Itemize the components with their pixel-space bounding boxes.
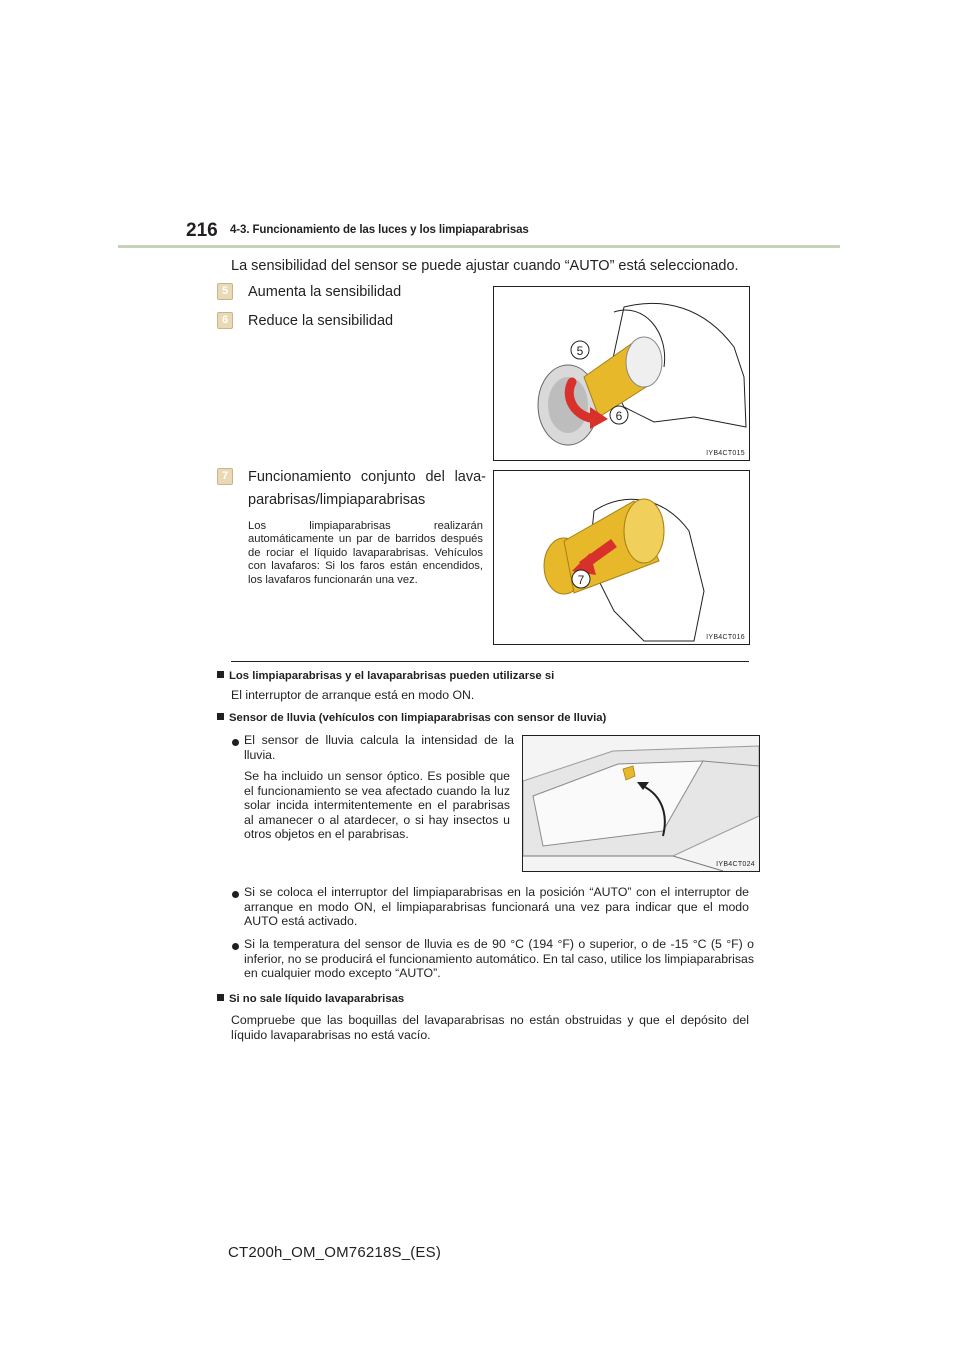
bullet-text: El sensor de lluvia calcula la intensidad de la lluvia. xyxy=(244,733,514,762)
bullet-text: Si la temperatura del sensor de lluvia es de 90 °C (194 °F) o superior, o de -15 °C (5 °F) o inferior, no se producirá el funcionamiento automático. En tal caso, utilice los limpiaparabrisas en cualquier modo excepto “AUTO”. xyxy=(244,937,754,981)
figure-sensitivity-knob xyxy=(493,286,750,461)
item-number-badge: 7 xyxy=(217,468,233,485)
bullet-icon xyxy=(232,891,239,898)
figure-code: IYB4CT024 xyxy=(716,861,755,868)
item-description: Los limpiaparabrisas realizarán automáticamente un par de barridos después de rociar el líquido lavaparabrisas. Vehículos con lavafaros: Si los faros están encendidos, los lavafaros funcionarán una vez. xyxy=(248,520,483,586)
header-divider xyxy=(118,245,840,248)
note-body: Compruebe que las boquillas del lavaparabrisas no están obstruidas y que el depósito del líquido lavaparabrisas no está vacío. xyxy=(231,1013,749,1042)
square-bullet-icon xyxy=(217,671,224,678)
section-title: 4-3. Funcionamiento de las luces y los limpiaparabrisas xyxy=(230,224,529,236)
callout-6: 6 xyxy=(615,409,623,423)
bullet-icon xyxy=(232,739,239,746)
item-label: Reduce la sensibilidad xyxy=(248,313,394,329)
note-body: El interruptor de arranque está en modo ON. xyxy=(231,688,475,702)
section-divider xyxy=(231,661,749,662)
note-heading: Sensor de lluvia (vehículos con limpiaparabrisas con sensor de lluvia) xyxy=(217,712,606,724)
item-number-badge: 6 xyxy=(217,312,233,329)
hand-pulling-knob-illustration xyxy=(494,471,749,644)
figure-rain-sensor xyxy=(522,735,760,872)
square-bullet-icon xyxy=(217,994,224,1001)
note-heading: Los limpiaparabrisas y el lavaparabrisas pueden utilizarse si xyxy=(217,670,554,682)
page-number: 216 xyxy=(186,220,218,241)
document-code-footer: CT200h_OM_OM76218S_(ES) xyxy=(228,1244,442,1261)
item-number-badge: 5 xyxy=(217,283,233,300)
item-label: Aumenta la sensibilidad xyxy=(248,284,402,300)
figure-code: IYB4CT016 xyxy=(706,634,745,641)
square-bullet-icon xyxy=(217,713,224,720)
windshield-sensor-illustration xyxy=(523,736,759,871)
figure-code: IYB4CT015 xyxy=(706,450,745,457)
item-label: Funcionamiento conjunto del lava-parabrisas/limpiaparabrisas xyxy=(248,469,486,508)
bullet-text: Si se coloca el interruptor del limpiaparabrisas en la posición “AUTO” con el interruptor de arranque en modo ON, el limpiaparabrisas funcionará una vez para indicar que el modo AUTO está activado. xyxy=(244,885,749,929)
bullet-extra-text: Se ha incluido un sensor óptico. Es posible que el funcionamiento se vea afectado cuando la luz solar incida intermitentemente en el parabrisas al amanecer o al atardecer, o si hay insectos u otros objetos en el parabrisas. xyxy=(244,769,510,842)
intro-text: La sensibilidad del sensor se puede ajustar cuando “AUTO” está seleccionado. xyxy=(231,258,739,274)
callout-5: 5 xyxy=(576,344,584,358)
figure-washer-knob xyxy=(493,470,750,645)
hand-rotating-knob-illustration xyxy=(494,287,749,460)
note-heading: Si no sale líquido lavaparabrisas xyxy=(217,993,404,1005)
callout-7: 7 xyxy=(577,573,585,587)
bullet-icon xyxy=(232,943,239,950)
